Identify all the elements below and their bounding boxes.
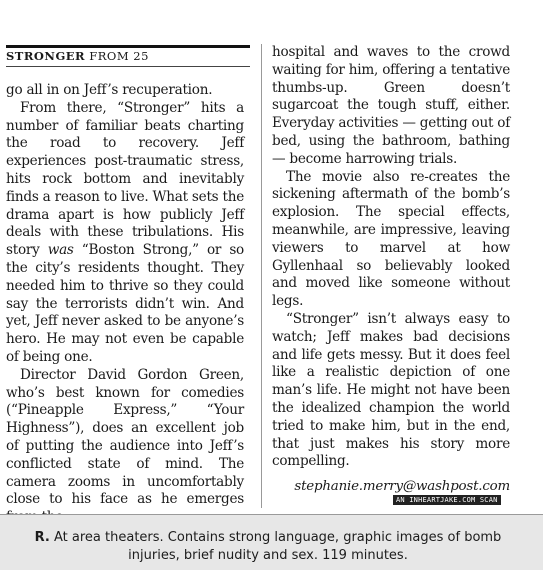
rating-info-text — [18, 529, 518, 565]
column-divider — [261, 44, 262, 508]
emphasis-text: was — [47, 242, 74, 259]
kicker-section: STRONGER — [6, 49, 86, 63]
paragraph: hospital and waves to the crowd waiting for him, offering a tentative thumbs-up. Green doesn’t sugarcoat the tough stuff, either. Everyday activities — getting out of bed, using the bathroom, bathing — become harrowing trials. — [272, 44, 510, 167]
jump-kicker — [6, 49, 149, 63]
paragraph: Director David Gordon Green, who’s best known for comedies (“Pineapple Express,” “Your Highness”), does an excellent job of putting the audience into Jeff’s conflicted state of mind. The camera zooms in uncomfortably close to his face as he emerges — [6, 366, 244, 508]
paragraph: “Stronger” isn’t always easy to watch; Jeff makes bad decisions and life gets messy. But it does feel like a realistic depiction of one man’s life. He might not have been the idealized champion the world tried to make him, but in the end, that just makes his story more compelling. — [272, 310, 510, 470]
paragraph: go all in on Jeff’s recuperation. — [6, 82, 213, 98]
kicker-bottom-rule — [6, 66, 250, 67]
paragraph-text: “Boston Strong,” or so the city’s residents thought. They needed him to thrive so they could say the terrorists didn’t win. And yet, Jeff never asked to be anyone’s hero. He may not even be capable of being one. — [6, 242, 244, 365]
author-email: stephanie.merry@washpost.com — [294, 479, 510, 494]
paragraph — [6, 100, 244, 367]
article-column-left — [6, 82, 244, 527]
scan-watermark: AN INHEARTJAKE.COM SCAN — [393, 495, 501, 505]
rating-details: At area theaters. Contains strong language, graphic images of bomb injuries, brief nudity and sex. 119 minutes. — [49, 530, 502, 563]
rating-info-box — [0, 514, 543, 570]
paragraph-text: From there, “Stronger” hits a number of familiar beats charting the road to recovery. Jeff experiences post-traumatic stress, hits rock bottom and inevitably finds a reason to live. What sets the drama apart is how publicly Jeff deals with these tribulations. His story — [6, 99, 244, 259]
kicker-jump-page: FROM 25 — [89, 49, 149, 63]
paragraph: The movie also re-creates the sickening aftermath of the bomb’s explosion. The special effects, meanwhile, are impressive, leaving viewers to marvel at how Gyllenhaal so believably looked and moved like someone without legs. — [272, 168, 510, 310]
kicker-top-rule — [6, 45, 250, 48]
article-column-right — [272, 44, 510, 471]
mpaa-rating: R. — [34, 530, 50, 545]
